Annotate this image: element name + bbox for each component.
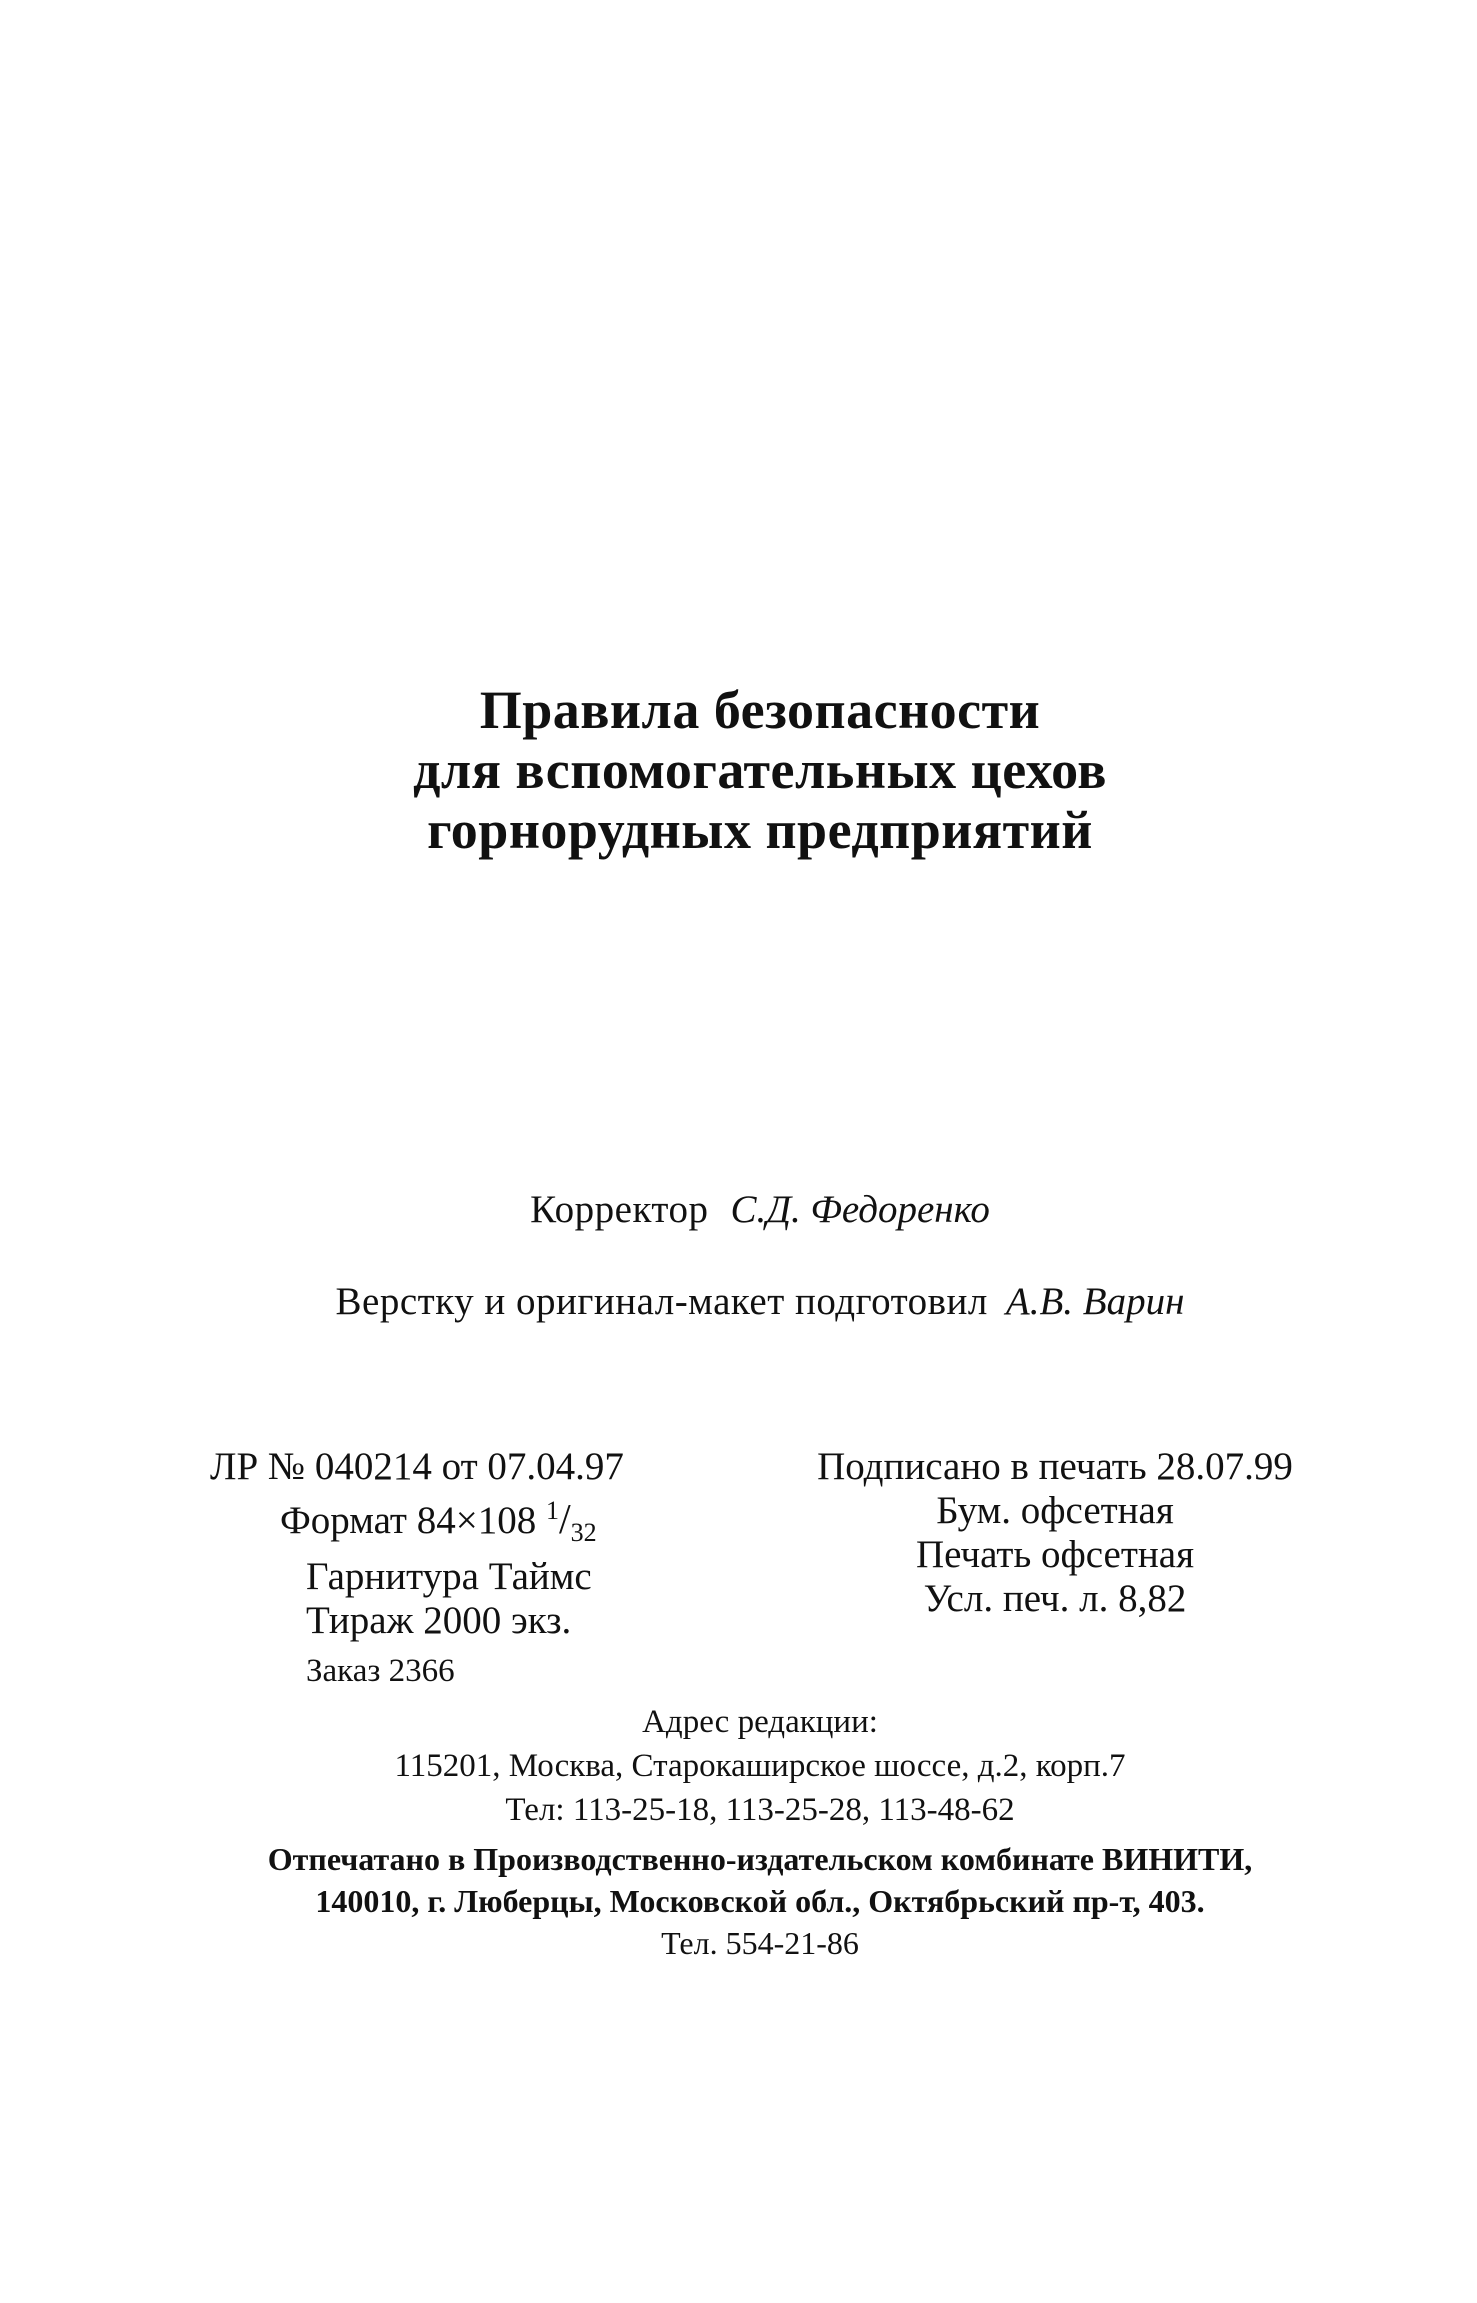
layout-name: А.В. Варин <box>1005 1280 1185 1323</box>
layout-label: Верстку и оригинал-макет подготовил <box>335 1280 988 1323</box>
corrector-label: Корректор <box>530 1188 709 1231</box>
format-denominator: 32 <box>570 1518 597 1547</box>
address-street: 115201, Москва, Старокаширское шоссе, д.2, корп.7 <box>394 1748 1126 1784</box>
publication-specs-left <box>210 1445 730 1693</box>
title-line-1: Правила безопасности <box>479 680 1041 740</box>
format-numerator: 1 <box>545 1496 559 1525</box>
printer-info <box>0 1838 1477 1964</box>
license-number: ЛР № 040214 от 07.04.97 <box>210 1445 624 1488</box>
publication-specs-right <box>775 1445 1335 1621</box>
corrector-name: С.Д. Федоренко <box>730 1188 990 1231</box>
printer-line-2: 140010, г. Люберцы, Московской обл., Октябрьский пр-т, 403. <box>315 1883 1205 1919</box>
address-label: Адрес редакции: <box>642 1704 878 1740</box>
print-run: Тираж 2000 экз. <box>306 1599 572 1642</box>
print-type: Печать офсетная <box>915 1533 1195 1576</box>
order-number: Заказ 2366 <box>306 1653 455 1689</box>
signed-for-print: Подписано в печать 28.07.99 <box>817 1445 1293 1488</box>
layout-credit <box>0 1280 1477 1324</box>
printer-line-1: Отпечатано в Производственно-издательском комбинате ВИНИТИ, <box>267 1841 1253 1877</box>
address-phones: Тел: 113-25-18, 113-25-28, 113-48-62 <box>505 1792 1015 1828</box>
format-spec <box>210 1489 730 1555</box>
printer-phone: Тел. 554-21-86 <box>661 1925 859 1961</box>
editorial-address <box>0 1700 1477 1832</box>
paper-type: Бум. офсетная <box>936 1489 1174 1532</box>
corrector-credit <box>0 1188 1477 1232</box>
title-line-3: горнорудных предприятий <box>427 800 1093 860</box>
typeface: Гарнитура Таймс <box>306 1555 592 1598</box>
format-prefix: Формат 84×108 <box>280 1499 537 1542</box>
printed-sheets: Усл. печ. л. 8,82 <box>923 1577 1187 1620</box>
title-line-2: для вспомогательных цехов <box>413 740 1107 800</box>
book-title <box>0 680 1477 860</box>
format-slash: / <box>558 1497 571 1543</box>
